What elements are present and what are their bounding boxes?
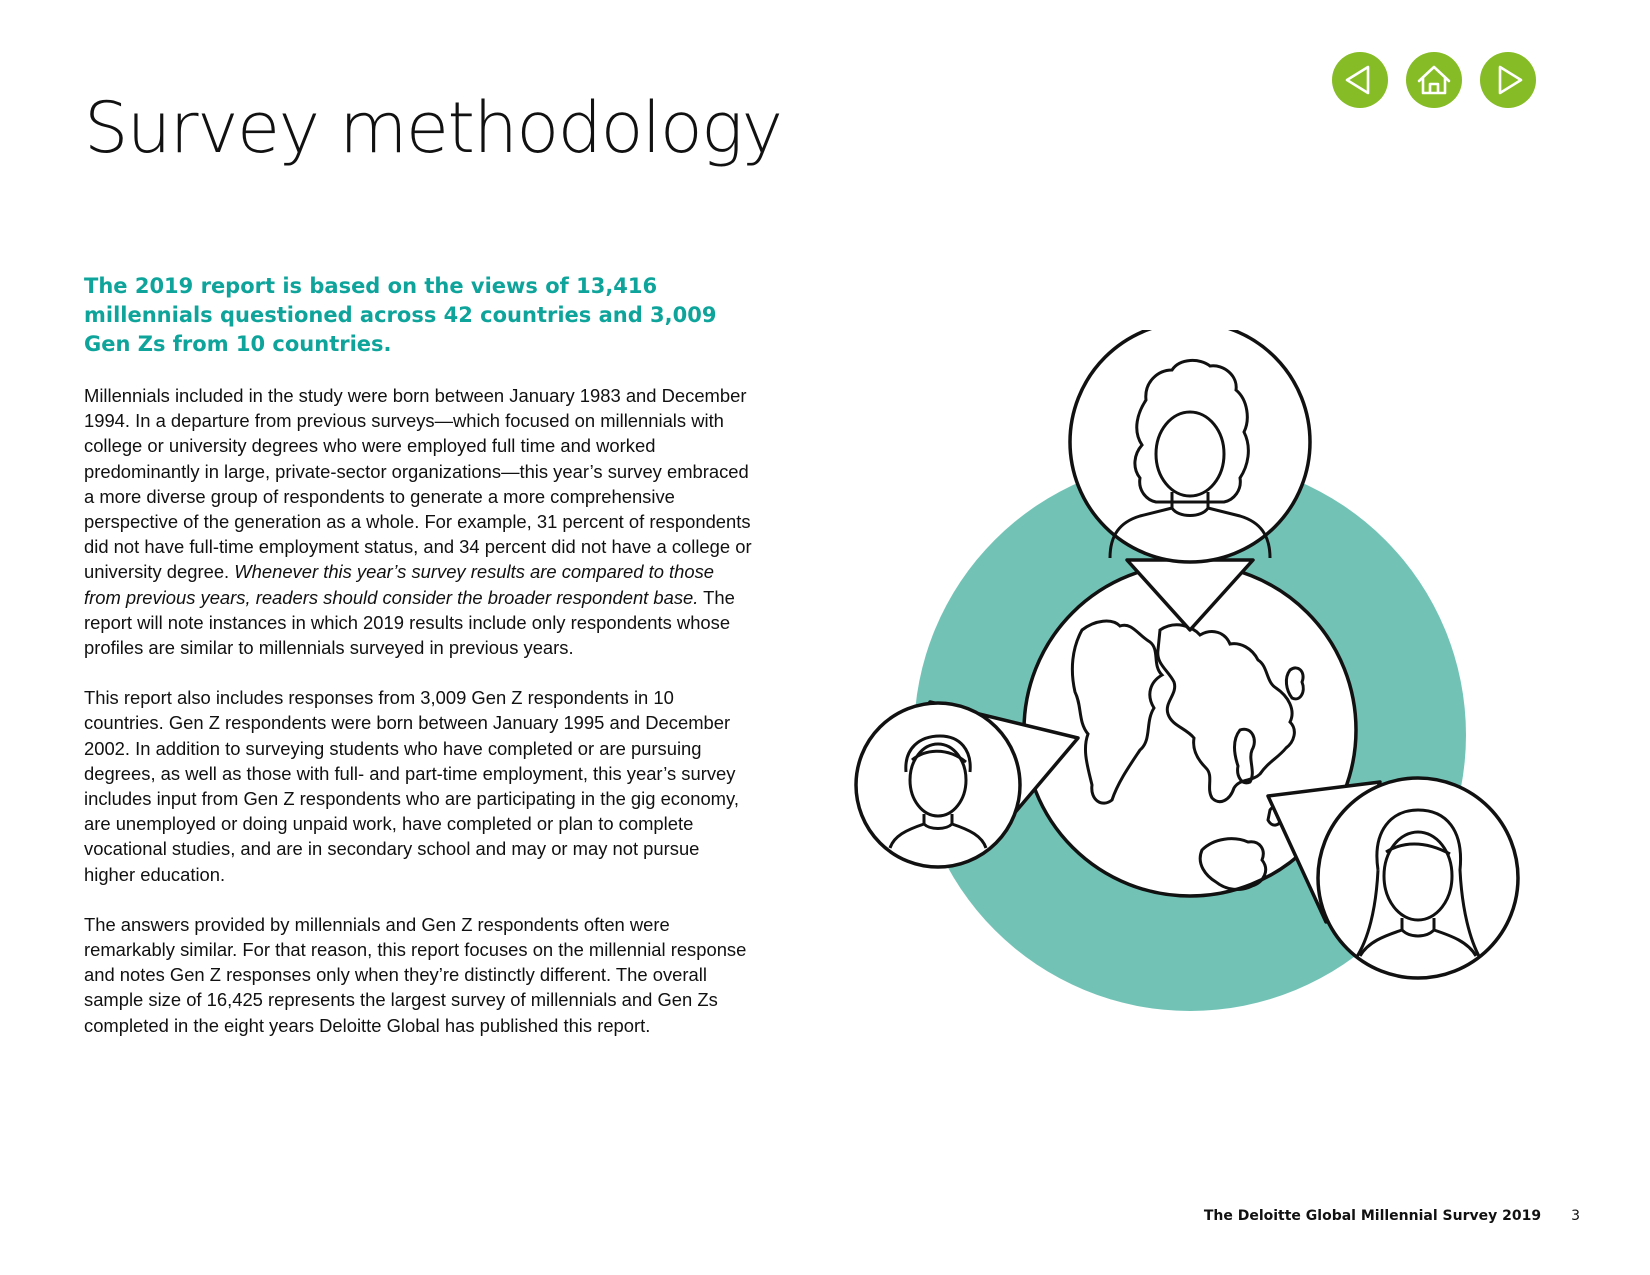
page-number: 3 (1571, 1208, 1580, 1224)
paragraph-sample-size: The answers provided by millennials and Gen Z respondents often were remarkably similar. For that reason, this report focuses on the millennial response and notes Gen Z responses only when they’re distinctly different. The overall sample size of 16,425 represents the largest survey of millennials and Gen Zs completed in the eight years Deloitte Global has published this report. (84, 913, 747, 1036)
global-respondents-illustration (820, 330, 1540, 1050)
home-icon (1406, 52, 1462, 108)
previous-page-button[interactable] (1332, 52, 1388, 108)
triangle-left-icon (1332, 52, 1388, 108)
footer (1204, 1208, 1580, 1224)
home-button[interactable] (1406, 52, 1462, 108)
paragraph-gen-z: This report also includes responses from 3,009 Gen Z respondents in 10 countries. Gen Z respondents were born between January 1995 and December 2002. In addition to surveying students who have completed or are pursuing degrees, as well as those with full- and part-time employment, this year’s survey includes input from Gen Z respondents who are participating in the gig economy, are unemployed or doing unpaid work, have completed or plan to complete vocational studies, and are in secondary school and may or may not pursue higher education. (84, 687, 739, 885)
next-page-button[interactable] (1480, 52, 1536, 108)
page-title: Survey methodology (84, 87, 782, 169)
text-column (84, 272, 754, 1063)
paragraph-millennials-lead: Millennials included in the study were born between January 1983 and December 1994. In a departure from previous surveys—which focused on millennials with college or university degrees who were employed full time and worked predominantly in large, private-sector organizations—this year’s survey embraced a more diverse group of respondents to generate a more comprehensive perspective of the generation as a whole. For example, 31 percent of respondents did not have full-time employment status, and 34 percent did not have a college or university degree. (84, 385, 752, 583)
paragraph-millennials-italic: Whenever this year’s survey results are compared to those from previous years, readers should consider the broader respondent base. (84, 561, 715, 608)
navigation-buttons (1332, 52, 1536, 108)
footer-title: The Deloitte Global Millennial Survey 2019 (1203, 1208, 1542, 1224)
paragraph-millennials-tail: The report will note instances in which 2019 results include only respondents whose profiles are similar to millennials surveyed in previous years. (84, 586, 735, 659)
lede-heading: The 2019 report is based on the views of 13,416 millennials questioned across 42 countries and 3,009 Gen Zs from 10 countries. (84, 274, 717, 356)
triangle-right-icon (1480, 52, 1536, 108)
paragraph-millennials (84, 383, 754, 660)
